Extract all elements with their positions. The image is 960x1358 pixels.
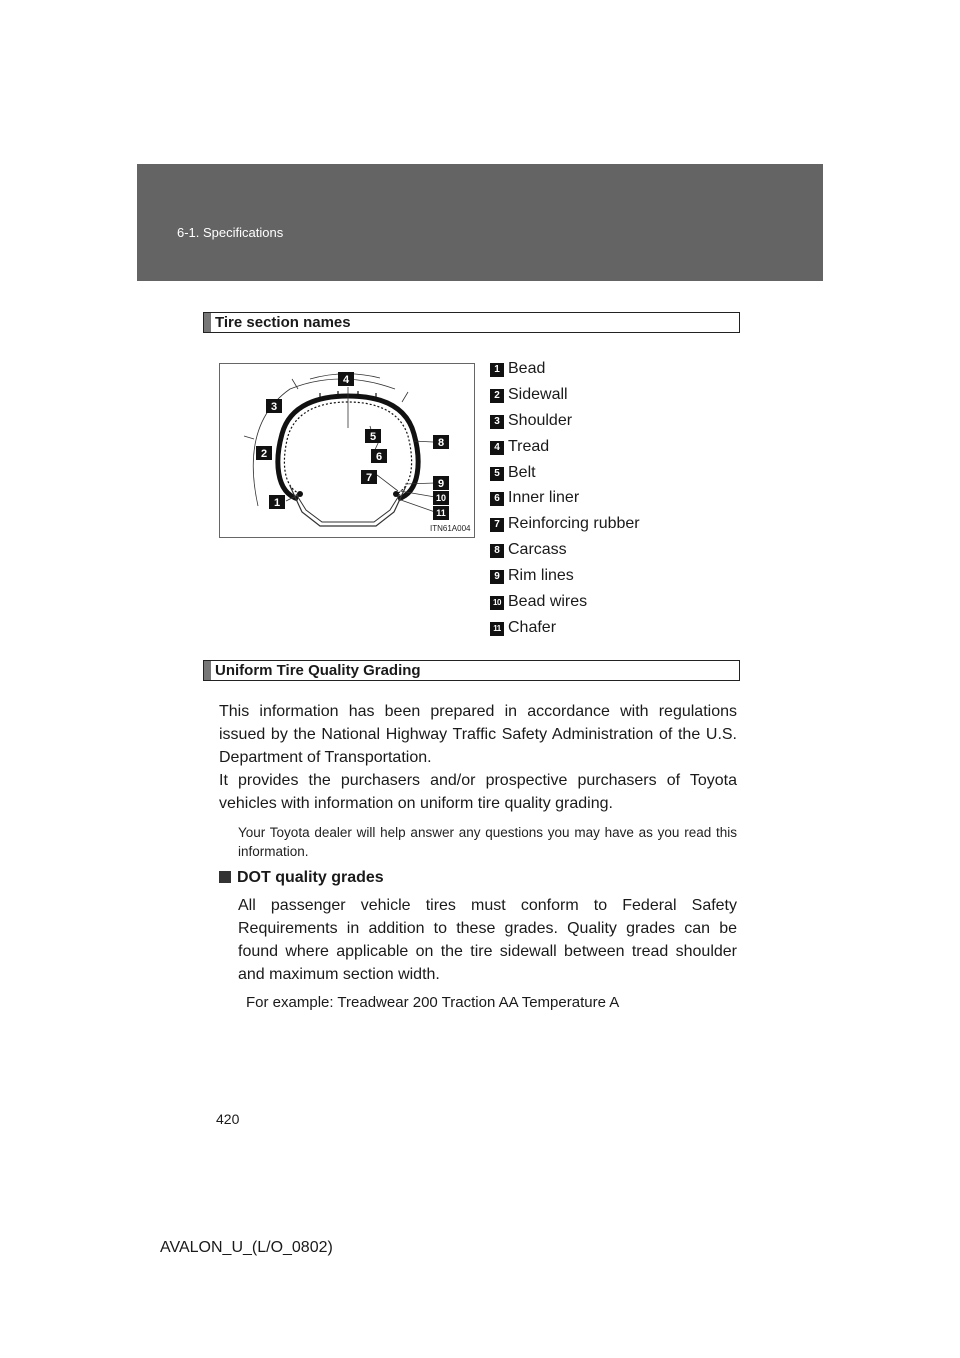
legend-number: 6	[490, 492, 504, 506]
legend-label: Chafer	[508, 618, 557, 636]
legend-number: 10	[490, 596, 504, 610]
legend-number: 1	[490, 363, 504, 377]
legend-number: 11	[490, 622, 504, 636]
legend-number: 5	[490, 467, 504, 481]
tire-section-heading	[203, 312, 740, 333]
heading-tab	[204, 313, 211, 332]
square-bullet-icon	[219, 871, 231, 883]
svg-text:10: 10	[435, 493, 447, 503]
svg-text:1: 1	[273, 497, 281, 509]
utqg-title: Uniform Tire Quality Grading	[215, 662, 421, 679]
header-band	[137, 164, 823, 281]
dealer-note: Your Toyota dealer will help answer any questions you may have as you read this information.	[238, 825, 737, 859]
legend-label: Bead	[508, 360, 546, 377]
svg-text:6: 6	[375, 451, 383, 463]
legend-number: 4	[490, 441, 504, 455]
svg-text:8: 8	[437, 437, 445, 449]
svg-text:5: 5	[369, 431, 377, 443]
dot-grades-title: DOT quality grades	[237, 869, 384, 886]
utqg-paragraph-2: It provides the purchasers and/or prospective purchasers of Toyota vehicles with information on uniform tire quality grading.	[219, 772, 737, 812]
section-breadcrumb: 6-1. Specifications	[177, 225, 284, 240]
legend-number: 7	[490, 518, 504, 532]
svg-text:9: 9	[437, 478, 445, 490]
tire-cross-section-diagram	[219, 363, 475, 538]
dot-grades-heading	[219, 869, 384, 887]
legend-label: Inner liner	[508, 489, 580, 507]
figure-code: ITN61A004	[430, 524, 471, 533]
utqg-heading	[203, 660, 740, 681]
page-number: 420	[216, 1111, 240, 1127]
svg-text:3: 3	[270, 401, 278, 413]
svg-text:11: 11	[436, 508, 446, 518]
legend-number: 9	[490, 570, 504, 584]
svg-text:7: 7	[365, 472, 373, 484]
legend-label: Carcass	[508, 541, 567, 559]
svg-text:2: 2	[260, 448, 268, 460]
legend-label: Reinforcing rubber	[508, 515, 640, 533]
tire-diagram-svg	[220, 364, 474, 537]
legend-label: Belt	[508, 463, 536, 481]
tire-section-title: Tire section names	[215, 314, 351, 331]
legend-label: Sidewall	[508, 385, 568, 403]
legend-label: Rim lines	[508, 567, 574, 585]
svg-text:4: 4	[342, 374, 350, 386]
legend-label: Tread	[508, 437, 550, 455]
heading-tab	[204, 661, 211, 680]
footer-code: AVALON_U_(L/O_0802)	[160, 1239, 333, 1256]
legend-label: Shoulder	[508, 411, 573, 429]
legend-number: 8	[490, 544, 504, 558]
legend-number: 2	[490, 389, 504, 403]
example-text: For example: Treadwear 200 Traction AA Temperature A	[246, 994, 620, 1011]
utqg-paragraph-1: This information has been prepared in accordance with regulations issued by the National Highway Traffic Safety Administration of the U.S. Department of Transportation.	[219, 703, 737, 766]
dot-grades-text: All passenger vehicle tires must conform to Federal Safety Requirements in addition to these grades. Quality grades can be found where applicable on the tire sidewall between tread shoulder and maximum section width.	[238, 897, 737, 983]
legend-number: 3	[490, 415, 504, 429]
legend-label: Bead wires	[508, 593, 588, 611]
